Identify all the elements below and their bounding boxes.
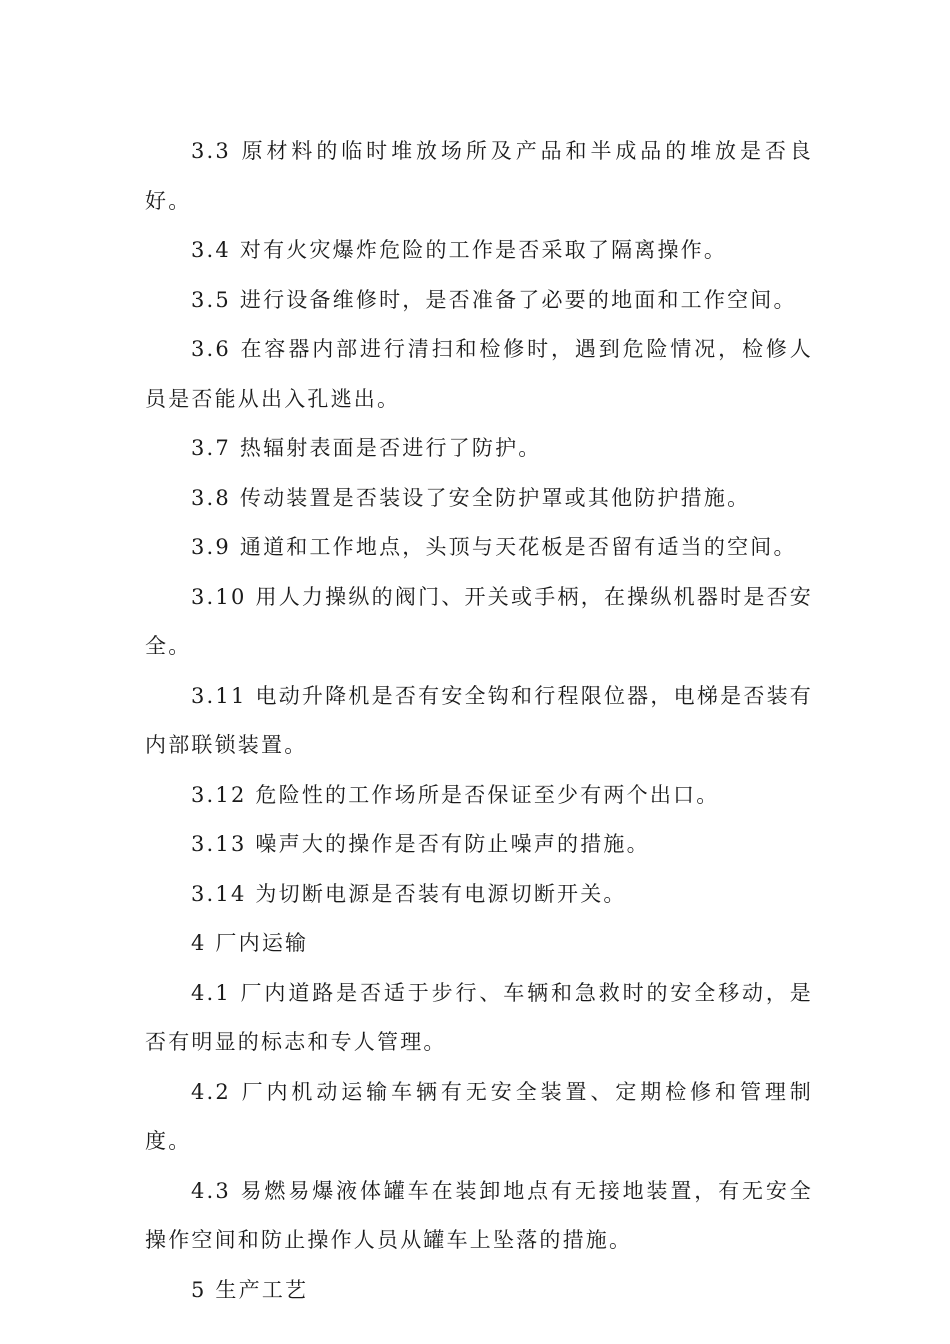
paragraph-3-5: 3.5 进行设备维修时，是否准备了必要的地面和工作空间。 <box>191 287 797 312</box>
paragraph-3-13: 3.13 噪声大的操作是否有防止噪声的措施。 <box>191 832 650 856</box>
paragraph-3-3: 3.3 原材料的临时堆放场所及产品和半成品的堆放是否良好。 <box>145 139 813 213</box>
paragraph-4-3: 4.3 易燃易爆液体罐车在装卸地点有无接地装置，有无安全操作空间和防止操作人员从罐车上坠落的措施。 <box>145 1178 813 1252</box>
paragraph-3-7: 3.7 热辐射表面是否进行了防护。 <box>191 436 542 460</box>
paragraph-3-14: 3.14 为切断电源是否装有电源切断开关。 <box>191 881 627 906</box>
paragraph-4-2: 4.2 厂内机动运输车辆有无安全装置、定期检修和管理制度。 <box>145 1079 813 1153</box>
section-heading-4: 4 厂内运输 <box>191 931 309 955</box>
section-heading-5: 5 生产工艺 <box>191 1277 309 1302</box>
paragraph-3-12: 3.12 危险性的工作场所是否保证至少有两个出口。 <box>191 782 720 807</box>
paragraph-3-11: 3.11 电动升降机是否有安全钩和行程限位器，电梯是否装有内部联锁装置。 <box>145 683 813 757</box>
document-body <box>145 127 813 1315</box>
paragraph-3-4: 3.4 对有火灾爆炸危险的工作是否采取了隔离操作。 <box>191 238 728 262</box>
paragraph-3-8: 3.8 传动装置是否装设了安全防护罩或其他防护措施。 <box>191 485 751 510</box>
paragraph-3-10: 3.10 用人力操纵的阀门、开关或手柄，在操纵机器时是否安全。 <box>145 584 813 658</box>
paragraph-3-6: 3.6 在容器内部进行清扫和检修时，遇到危险情况，检修人员是否能从出入孔逃出。 <box>145 337 813 411</box>
paragraph-3-9: 3.9 通道和工作地点，头顶与天花板是否留有适当的空间。 <box>191 535 797 559</box>
paragraph-4-1: 4.1 厂内道路是否适于步行、车辆和急救时的安全移动，是否有明显的标志和专人管理。 <box>145 980 813 1054</box>
